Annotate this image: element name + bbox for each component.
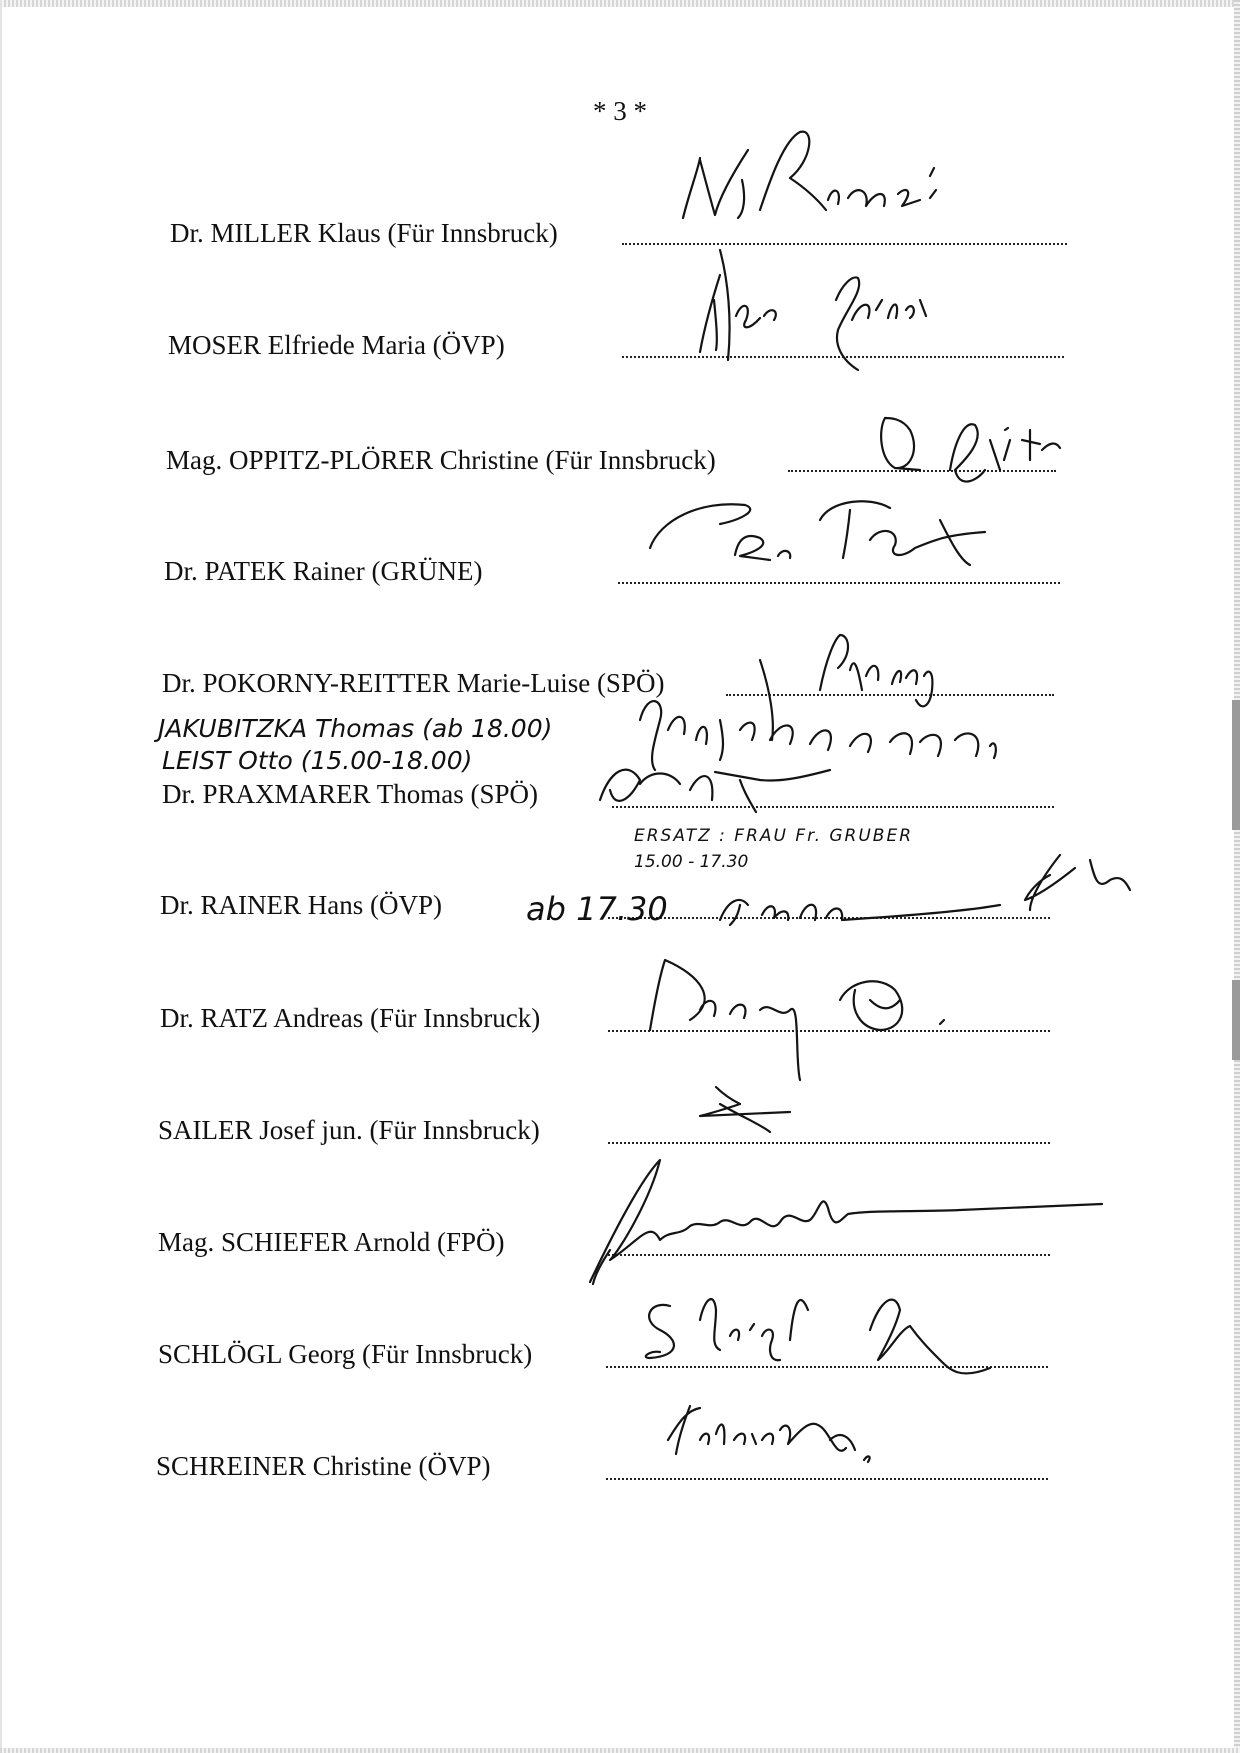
member-name: SCHLÖGL Georg (Für Innsbruck) [158, 1339, 533, 1369]
page-number: * 3 * [593, 96, 647, 126]
handwritten-substitute-note: JAKUBITZKA Thomas (ab 18.00) [158, 714, 553, 743]
member-name: MOSER Elfriede Maria (ÖVP) [168, 330, 505, 360]
signature-ratz [650, 960, 944, 1080]
member-name: Dr. RAINER Hans (ÖVP) [160, 890, 442, 920]
signature-moser [700, 250, 926, 370]
member-name: SAILER Josef jun. (Für Innsbruck) [158, 1115, 540, 1145]
signature-oppitz [881, 418, 1060, 482]
member-name: Dr. RATZ Andreas (Für Innsbruck) [160, 1003, 541, 1033]
member-name: Dr. POKORNY-REITTER Marie-Luise (SPÖ) [162, 668, 665, 698]
member-name: Mag. SCHIEFER Arnold (FPÖ) [158, 1227, 505, 1257]
handwritten-ersatz-time: 15.00 - 17.30 [634, 852, 749, 872]
member-name: Mag. OPPITZ-PLÖRER Christine (Für Innsbruck) [166, 445, 716, 475]
member-name: SCHREINER Christine (ÖVP) [156, 1451, 491, 1481]
signature-jakubitzka [640, 701, 996, 770]
signature-schreiner [668, 1406, 870, 1462]
signature-schiefer [590, 1160, 1102, 1284]
signature-leist [600, 770, 830, 812]
handwritten-substitute-note: LEIST Otto (15.00-18.00) [162, 746, 473, 775]
member-name: Dr. PATEK Rainer (GRÜNE) [164, 556, 483, 586]
signature-miller [683, 132, 936, 218]
signature-patek [650, 501, 985, 565]
signature-gruber [720, 855, 1130, 925]
member-name: Dr. MILLER Klaus (Für Innsbruck) [170, 218, 558, 248]
signature-sailer [700, 1087, 790, 1132]
handwritten-ersatz-note: ERSATZ : FRAU Fr. GRUBER [634, 826, 914, 846]
signature-pokorny [760, 635, 932, 740]
signature-schloegl [646, 1299, 990, 1373]
handwritten-time-note: ab 17.30 [526, 890, 668, 928]
member-name: Dr. PRAXMARER Thomas (SPÖ) [162, 779, 539, 809]
